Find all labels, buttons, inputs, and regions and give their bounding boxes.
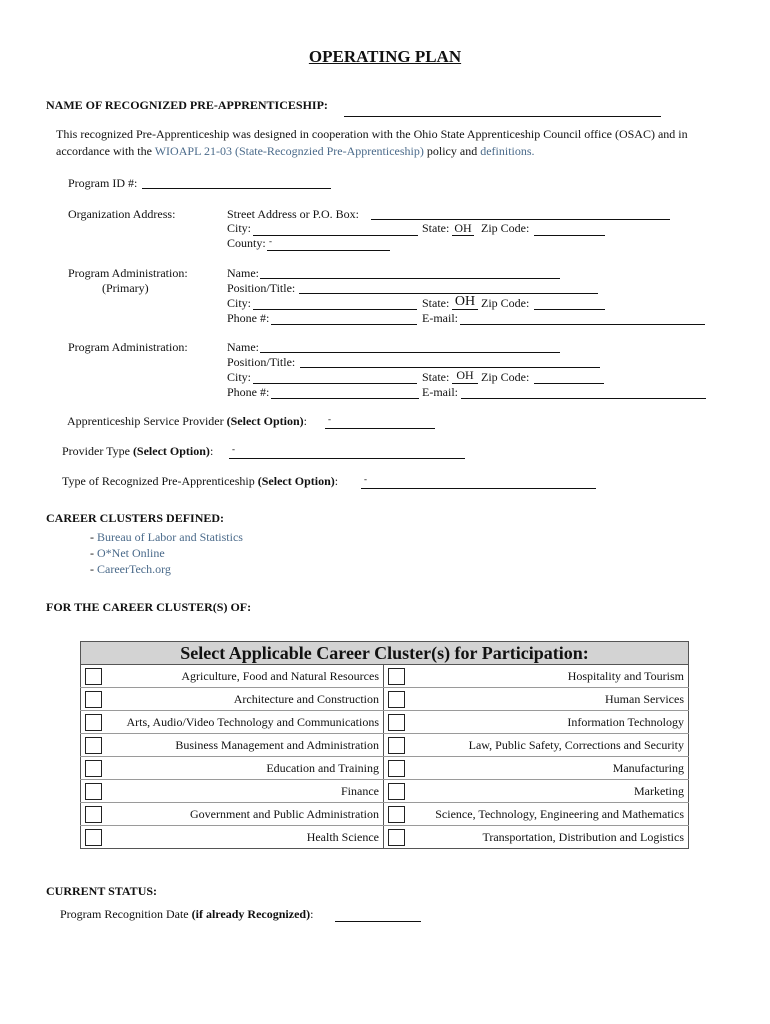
onet-link-item: - O*Net Online bbox=[90, 546, 165, 560]
cluster-label-right: Science, Technology, Engineering and Mathematics bbox=[408, 803, 689, 826]
checkbox-square[interactable] bbox=[85, 783, 102, 800]
county-value: - bbox=[269, 236, 272, 246]
checkbox-square[interactable] bbox=[388, 668, 405, 685]
intro-paragraph bbox=[56, 126, 726, 160]
cluster-label-right: Manufacturing bbox=[408, 757, 689, 780]
admin-secondary-zip-label: Zip Code: bbox=[481, 370, 530, 384]
careertech-link[interactable]: CareerTech.org bbox=[97, 562, 171, 576]
cluster-checkbox-right[interactable] bbox=[384, 688, 409, 711]
name-label: NAME OF RECOGNIZED PRE-APPRENTICESHIP: bbox=[46, 98, 328, 112]
org-city-field[interactable] bbox=[253, 221, 418, 236]
org-city-label: City: bbox=[227, 221, 252, 235]
page-title: OPERATING PLAN bbox=[308, 47, 462, 66]
cluster-checkbox-left[interactable] bbox=[81, 757, 106, 780]
checkbox-square[interactable] bbox=[85, 829, 102, 846]
admin-secondary-state-field[interactable] bbox=[452, 368, 478, 384]
career-cluster-table bbox=[80, 641, 689, 849]
cluster-checkbox-right[interactable] bbox=[384, 780, 409, 803]
pre-app-type-label: Type of Recognized Pre-Apprenticeship (Select Option): bbox=[62, 474, 339, 488]
admin-primary-name-label: Name: bbox=[227, 266, 259, 280]
cluster-checkbox-left[interactable] bbox=[81, 665, 106, 688]
county-label: County: bbox=[227, 236, 266, 250]
cluster-row bbox=[81, 711, 689, 734]
cluster-row bbox=[81, 665, 689, 688]
admin-primary-state-label: State: bbox=[422, 296, 450, 310]
intro-text-2: policy and bbox=[423, 144, 481, 158]
cluster-checkbox-left[interactable] bbox=[81, 826, 106, 849]
cluster-label-right: Information Technology bbox=[408, 711, 689, 734]
org-state-label: State: bbox=[422, 221, 450, 235]
cluster-checkbox-left[interactable] bbox=[81, 688, 106, 711]
cluster-row bbox=[81, 734, 689, 757]
policy-link[interactable]: WIOAPL 21-03 (State-Recognzied Pre-Apprenticeship) bbox=[154, 144, 424, 158]
service-provider-value: - bbox=[328, 414, 331, 424]
org-state-value: OH bbox=[454, 221, 472, 235]
cluster-checkbox-left[interactable] bbox=[81, 803, 106, 826]
cluster-label-right: Human Services bbox=[408, 688, 689, 711]
org-address-label: Organization Address: bbox=[68, 207, 176, 221]
program-id-field[interactable] bbox=[142, 176, 331, 189]
cluster-label-left: Agriculture, Food and Natural Resources bbox=[105, 665, 384, 688]
admin-secondary-email-label: E-mail: bbox=[422, 385, 458, 399]
pre-app-type-select[interactable] bbox=[361, 474, 596, 489]
checkbox-square[interactable] bbox=[388, 714, 405, 731]
cluster-label-left: Health Science bbox=[105, 826, 384, 849]
recognition-date-label: Program Recognition Date (if already Recognized): bbox=[60, 907, 314, 921]
cluster-row bbox=[81, 780, 689, 803]
cluster-label-left: Finance bbox=[105, 780, 384, 803]
admin-primary-sublabel: (Primary) bbox=[102, 281, 149, 295]
cluster-row bbox=[81, 826, 689, 849]
provider-type-value: - bbox=[232, 444, 235, 454]
checkbox-square[interactable] bbox=[388, 737, 405, 754]
onet-link[interactable]: O*Net Online bbox=[97, 546, 165, 560]
admin-primary-phone-field[interactable] bbox=[271, 311, 417, 325]
admin-secondary-position-label: Position/Title: bbox=[227, 355, 296, 369]
admin-secondary-state-label: State: bbox=[422, 370, 450, 384]
service-provider-select[interactable] bbox=[325, 414, 435, 429]
cluster-label-left: Government and Public Administration bbox=[105, 803, 384, 826]
admin-primary-zip-field[interactable] bbox=[534, 296, 605, 310]
checkbox-square[interactable] bbox=[388, 760, 405, 777]
org-state-field[interactable] bbox=[452, 221, 474, 236]
provider-type-label: Provider Type (Select Option): bbox=[62, 444, 214, 458]
for-clusters-heading: FOR THE CAREER CLUSTER(S) OF: bbox=[46, 600, 252, 614]
checkbox-square[interactable] bbox=[85, 806, 102, 823]
admin-primary-email-field[interactable] bbox=[460, 311, 705, 325]
current-status-heading: CURRENT STATUS: bbox=[46, 884, 158, 898]
bls-link[interactable]: Bureau of Labor and Statistics bbox=[97, 530, 243, 544]
cluster-table-header: Select Applicable Career Cluster(s) for Participation: bbox=[81, 642, 689, 665]
career-clusters-defined-heading: CAREER CLUSTERS DEFINED: bbox=[46, 511, 225, 525]
cluster-checkbox-left[interactable] bbox=[81, 711, 106, 734]
admin-secondary-phone-field[interactable] bbox=[271, 385, 419, 399]
admin-primary-position-label: Position/Title: bbox=[227, 281, 296, 295]
cluster-label-right: Marketing bbox=[408, 780, 689, 803]
cluster-row bbox=[81, 688, 689, 711]
admin-primary-city-label: City: bbox=[227, 296, 252, 310]
service-provider-label: Apprenticeship Service Provider (Select Option): bbox=[67, 414, 307, 428]
cluster-label-right: Hospitality and Tourism bbox=[408, 665, 689, 688]
definitions-link[interactable]: definitions. bbox=[480, 144, 535, 158]
cluster-checkbox-right[interactable] bbox=[384, 757, 409, 780]
admin-secondary-email-field[interactable] bbox=[461, 385, 706, 399]
admin-primary-label: Program Administration: bbox=[68, 266, 188, 280]
admin-primary-phone-label: Phone #: bbox=[227, 311, 270, 325]
checkbox-square[interactable] bbox=[388, 691, 405, 708]
admin-secondary-zip-field[interactable] bbox=[534, 370, 604, 384]
checkbox-square[interactable] bbox=[85, 668, 102, 685]
cluster-label-left: Architecture and Construction bbox=[105, 688, 384, 711]
name-field[interactable] bbox=[344, 104, 661, 117]
admin-secondary-name-field[interactable] bbox=[260, 340, 560, 353]
admin-primary-state-value: OH bbox=[454, 294, 476, 309]
admin-primary-position-field[interactable] bbox=[299, 281, 598, 294]
cluster-checkbox-left[interactable] bbox=[81, 734, 106, 757]
admin-primary-state-field[interactable] bbox=[452, 294, 478, 310]
cluster-checkbox-right[interactable] bbox=[384, 711, 409, 734]
cluster-checkbox-right[interactable] bbox=[384, 734, 409, 757]
cluster-row bbox=[81, 757, 689, 780]
intro-text-1: This recognized Pre-Apprenticeship was designed in cooperation with the Ohio State Apprenticeship Council office (OSAC) and in accordance with the bbox=[56, 127, 688, 158]
cluster-label-left: Education and Training bbox=[105, 757, 384, 780]
admin-primary-zip-label: Zip Code: bbox=[481, 296, 530, 310]
admin-primary-name-field[interactable] bbox=[260, 266, 560, 279]
admin-secondary-position-field[interactable] bbox=[300, 355, 600, 368]
org-zip-field[interactable] bbox=[534, 221, 605, 236]
admin-secondary-city-label: City: bbox=[227, 370, 252, 384]
checkbox-square[interactable] bbox=[85, 714, 102, 731]
cluster-label-right: Transportation, Distribution and Logistics bbox=[482, 829, 684, 844]
cluster-label-left: Arts, Audio/Video Technology and Communications bbox=[105, 711, 384, 734]
careertech-link-item: - CareerTech.org bbox=[90, 562, 171, 576]
checkbox-square[interactable] bbox=[388, 783, 405, 800]
checkbox-square[interactable] bbox=[388, 806, 405, 823]
cluster-label-left: Business Management and Administration bbox=[105, 734, 384, 757]
street-label: Street Address or P.O. Box: bbox=[227, 207, 359, 221]
provider-type-select[interactable] bbox=[229, 444, 465, 459]
org-zip-label: Zip Code: bbox=[481, 221, 530, 235]
admin-secondary-phone-label: Phone #: bbox=[227, 385, 270, 399]
county-field[interactable] bbox=[267, 236, 390, 251]
checkbox-square[interactable] bbox=[85, 760, 102, 777]
program-id-label: Program ID #: bbox=[68, 176, 138, 190]
checkbox-square[interactable] bbox=[388, 829, 405, 846]
admin-primary-city-field[interactable] bbox=[253, 296, 417, 310]
recognition-date-field[interactable] bbox=[335, 907, 421, 922]
admin-secondary-name-label: Name: bbox=[227, 340, 259, 354]
pre-app-type-value: - bbox=[364, 474, 367, 484]
cluster-label-right: Law, Public Safety, Corrections and Security bbox=[408, 734, 689, 757]
cluster-checkbox-right[interactable] bbox=[384, 665, 409, 688]
admin-secondary-label: Program Administration: bbox=[68, 340, 188, 354]
admin-secondary-city-field[interactable] bbox=[253, 370, 417, 384]
cluster-checkbox-right[interactable] bbox=[384, 826, 409, 849]
admin-secondary-state-value: OH bbox=[456, 368, 474, 382]
cluster-checkbox-right[interactable] bbox=[384, 803, 409, 826]
checkbox-square[interactable] bbox=[85, 691, 102, 708]
checkbox-square[interactable] bbox=[85, 737, 102, 754]
street-field[interactable] bbox=[371, 207, 670, 220]
cluster-row bbox=[81, 803, 689, 826]
admin-primary-email-label: E-mail: bbox=[422, 311, 458, 325]
cluster-checkbox-left[interactable] bbox=[81, 780, 106, 803]
bls-link-item: - Bureau of Labor and Statistics bbox=[90, 530, 243, 544]
